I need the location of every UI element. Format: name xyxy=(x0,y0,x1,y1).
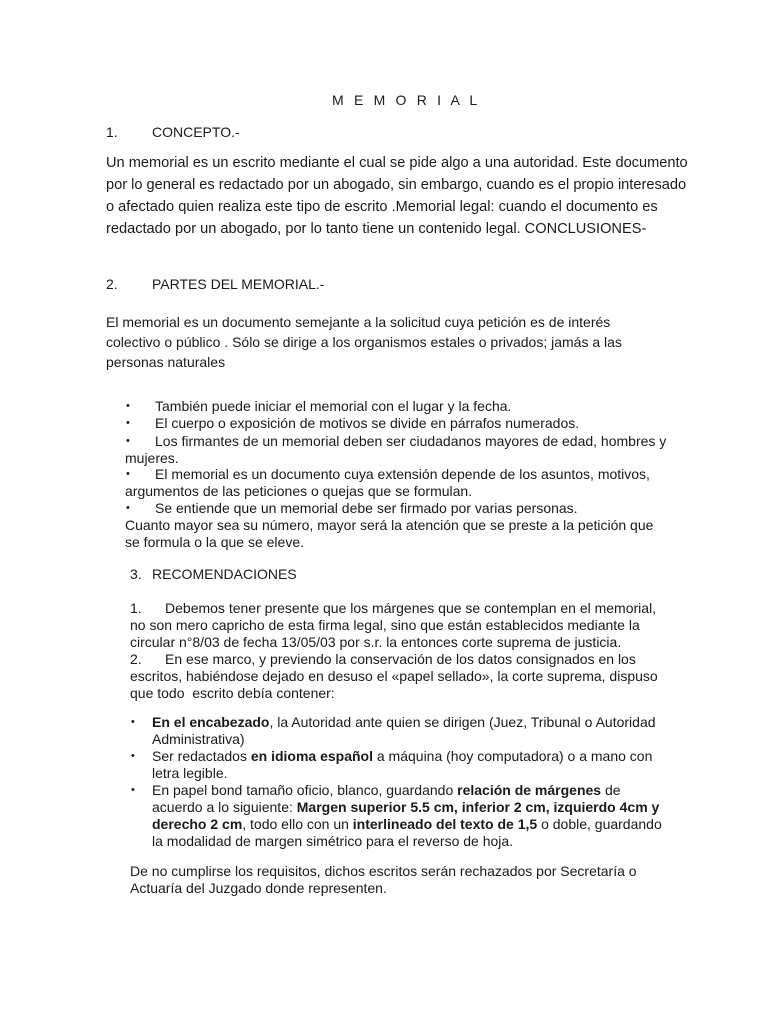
paragraph-line: 1. Debemos tener presente que los márgenes que se contemplan en el memorial, xyxy=(130,600,657,616)
document-title: M E M O R I A L xyxy=(332,92,481,108)
list-item-continuation: Cuanto mayor sea su número, mayor será la atención que se preste a la petición que xyxy=(125,517,654,533)
list-item-text: acuerdo a lo siguiente: xyxy=(152,799,297,815)
bullet-marker: • xyxy=(126,435,130,447)
section-3-number: 3. xyxy=(130,566,142,582)
paragraph-line: personas naturales xyxy=(106,354,226,370)
list-item: El cuerpo o exposición de motivos se divide en párrafos numerados. xyxy=(155,415,580,431)
bullet-marker: • xyxy=(126,468,130,480)
bullet-marker: • xyxy=(126,417,130,429)
list-item: Los firmantes de un memorial deben ser ciudadanos mayores de edad, hombres y xyxy=(155,433,667,449)
bullet-marker: • xyxy=(131,716,135,728)
paragraph-line: 2. En ese marco, y previendo la conservación de los datos consignados en los xyxy=(130,651,636,667)
list-item-continuation: argumentos de las peticiones o quejas que se formulan. xyxy=(125,483,473,499)
list-item: Se entiende que un memorial debe ser firmado por varias personas. xyxy=(155,500,578,516)
bullet-marker: • xyxy=(126,400,130,412)
list-item-continuation: letra legible. xyxy=(152,765,228,781)
paragraph-line: que todo escrito debía contener: xyxy=(130,685,335,701)
list-item xyxy=(152,748,652,765)
paragraph-line: De no cumplirse los requisitos, dichos escritos serán rechazados por Secretaría o xyxy=(130,863,637,879)
list-item: También puede iniciar el memorial con el lugar y la fecha. xyxy=(155,398,512,414)
paragraph-line: redactado por un abogado, por lo tanto tiene un contenido legal. CONCLUSIONES- xyxy=(106,221,647,237)
list-item-continuation: se formula o la que se eleve. xyxy=(125,534,304,550)
paragraph-line: circular n°8/03 de fecha 13/05/03 por s.r. la entonces corte suprema de justicia. xyxy=(130,634,622,650)
list-item-text: a máquina (hoy computadora) o a mano con xyxy=(372,748,653,764)
paragraph-line: escritos, habiéndose dejado en desuso el «papel sellado», la corte suprema, dispuso xyxy=(130,668,658,684)
bold-text: Margen superior 5.5 cm, inferior 2 cm, izquierdo 4cm y xyxy=(296,799,660,815)
section-1-heading: CONCEPTO.- xyxy=(152,124,240,140)
bold-text: En el encabezado xyxy=(152,714,270,730)
list-item-continuation xyxy=(152,816,662,833)
bold-text: interlineado del texto de 1,5 xyxy=(352,816,538,832)
paragraph-line: o afectado quien realiza este tipo de escrito .Memorial legal: cuando el documento es xyxy=(106,199,658,215)
list-item-continuation: la modalidad de margen simétrico para el reverso de hoja. xyxy=(152,833,514,849)
list-item-text: , todo ello con un xyxy=(242,816,353,832)
section-3-heading: RECOMENDACIONES xyxy=(152,566,297,582)
paragraph-line: no son mero capricho de esta firma legal, sino que están establecidos mediante la xyxy=(130,617,640,633)
paragraph-line: colectivo o público . Sólo se dirige a los organismos estales o privados; jamás a las xyxy=(106,334,622,350)
list-item-text: de xyxy=(601,782,621,798)
list-item xyxy=(152,782,621,799)
bullet-marker: • xyxy=(131,750,135,762)
section-1-number: 1. xyxy=(106,124,118,140)
bold-text: en idioma español xyxy=(250,748,373,764)
bullet-marker: • xyxy=(126,502,130,514)
list-item-continuation: Administrativa) xyxy=(152,731,245,747)
list-item: El memorial es un documento cuya extensión depende de los asuntos, motivos, xyxy=(155,466,650,482)
list-item-text: , la Autoridad ante quien se dirigen (Juez, Tribunal o Autoridad xyxy=(269,714,656,730)
list-item-continuation: mujeres. xyxy=(125,450,179,466)
paragraph-line: Actuaría del Juzgado donde representen. xyxy=(130,880,387,896)
list-item-text: Ser redactados xyxy=(152,748,251,764)
bold-text: relación de márgenes xyxy=(457,782,602,798)
section-2-number: 2. xyxy=(106,276,118,292)
bullet-marker: • xyxy=(131,784,135,796)
list-item-text: En papel bond tamaño oficio, blanco, guardando xyxy=(152,782,458,798)
paragraph-line: Un memorial es un escrito mediante el cual se pide algo a una autoridad. Este documento xyxy=(106,155,688,171)
paragraph-line: por lo general es redactado por un abogado, sin embargo, cuando es el propio interesado xyxy=(106,177,687,193)
list-item-text: o doble, guardando xyxy=(537,816,662,832)
list-item xyxy=(152,714,656,731)
list-item-continuation xyxy=(152,799,659,816)
section-2-heading: PARTES DEL MEMORIAL.- xyxy=(152,276,325,292)
paragraph-line: El memorial es un documento semejante a la solicitud cuya petición es de interés xyxy=(106,314,611,330)
bold-text: derecho 2 cm xyxy=(152,816,243,832)
